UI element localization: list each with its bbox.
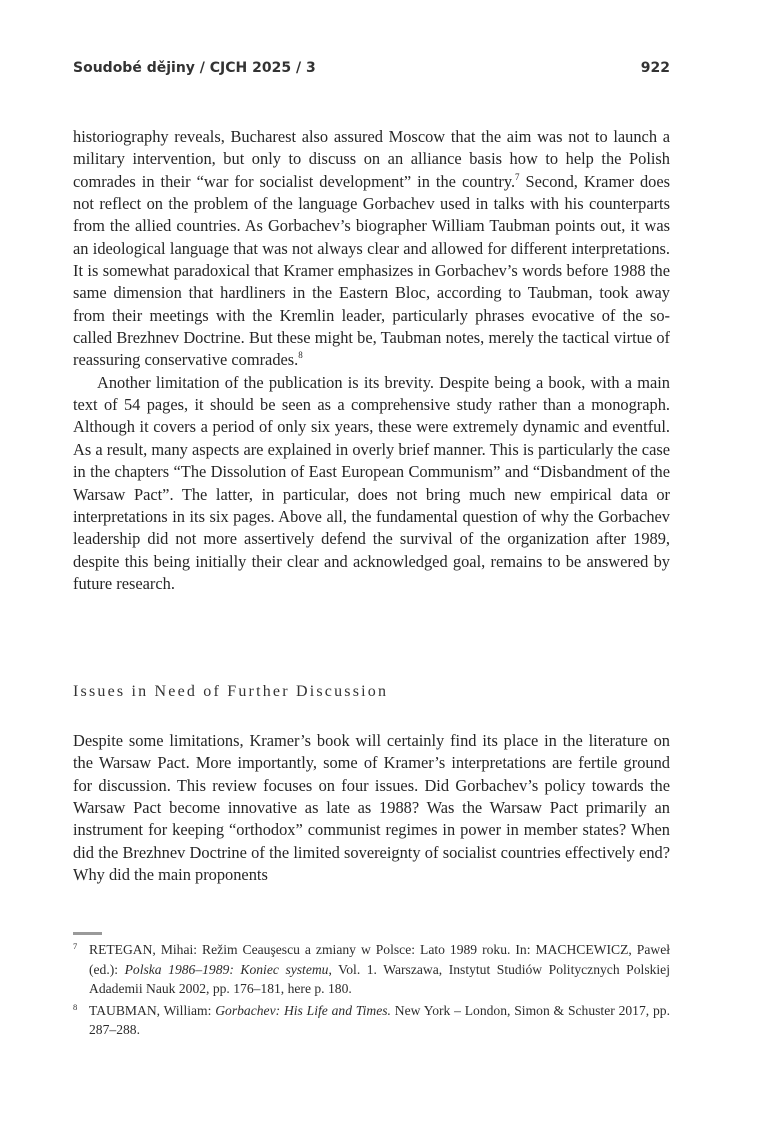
footnote-8	[73, 1001, 670, 1040]
discussion-text-block	[73, 730, 670, 886]
footnote-7	[73, 940, 670, 999]
footnote-ref-7[interactable]: 7	[515, 171, 520, 182]
footnote-title: Gorbachev: His Life and Times.	[215, 1002, 391, 1018]
section-heading: Issues in Need of Further Discussion	[73, 683, 389, 700]
paragraph-1-text: historiography reveals, Bucharest also assured Moscow that the aim was not to launch a military intervention, but only to discuss on an alliance basis how to help the Polish comrades in their “war for socialist development” in the country.	[73, 127, 670, 191]
footnote-text: TAUBMAN, William:	[89, 1002, 216, 1018]
paragraph-1	[73, 126, 670, 372]
footnote-text: RETEGAN, Mihai: Režim Ceauşescu a zmiany w Polsce: Lato 1989 roku. In: MACHCEWICZ, Paweł (ed.):	[89, 942, 670, 977]
main-text-block	[73, 126, 670, 595]
footnotes	[73, 940, 670, 1042]
page-number: 922	[640, 60, 670, 76]
journal-title: Soudobé dějiny / CJCH 2025 / 3	[73, 60, 316, 76]
footnote-title: Polska 1986–1989: Koniec systemu	[124, 961, 329, 977]
footnote-ref-8[interactable]: 8	[298, 350, 303, 361]
paragraph-1-text-continued: Second, Kramer does not reflect on the problem of the language Gorbachev used in talks with his counterparts from the allied countries. As Gorbachev’s biographer William Taubman points out, it was an ideological language that was not always clear and allowed for different interpretations. It is somewhat paradoxical that Kramer emphasizes in Gorbachev’s words before 1988 the same dimension that hardliners in the Eastern Bloc, according to Taubman, took away from their meetings with the Kremlin leader, particularly phrases evocative of the so-called Brezhnev Doctrine. But these might be, Taubman notes, merely the tactical virtue of reassuring conservative comrades.	[73, 171, 670, 370]
footnote-number: 8	[73, 1001, 78, 1012]
paragraph-2: Another limitation of the publication is its brevity. Despite being a book, with a main text of 54 pages, it should be seen as a comprehensive study rather than a monograph. Although it covers a period of only six years, these were extremely dynamic and eventful. As a result, many aspects are explained in overly brief manner. This is particularly the case in the chapters “The Dissolution of East European Communism” and “Disbandment of the Warsaw Pact”. The latter, in particular, does not bring much new empirical data or interpretations in its six pages. Above all, the fundamental question of why the Gorbachev leadership did not more assertively defend the survival of the organization after 1989, despite this being initially their clear and acknowledged goal, remains to be answered by future research.	[73, 372, 670, 593]
footnote-divider	[73, 932, 102, 935]
paragraph-3: Despite some limitations, Kramer’s book will certainly find its place in the literature on the Warsaw Pact. More importantly, some of Kramer’s interpretations are fertile ground for discussion. This review focuses on four issues. Did Gorbachev’s policy towards the Warsaw Pact become innovative as late as 1988? Was the Warsaw Pact primarily an instrument for keeping “orthodox” communist regimes in power in member states? When did the Brezhnev Doctrine of the limited sovereignty of socialist countries effectively end? Why did the main proponents	[73, 731, 670, 885]
footnote-text-end: , Vol. 1. Warszawa, Instytut Studiów Politycznych Polskiej Adademii Nauk 2002, pp. 176–181, here p. 180.	[89, 961, 670, 996]
footnote-number: 7	[73, 941, 78, 951]
footnote-text-end: New York – London, Simon & Schuster 2017, pp. 287–288.	[89, 1002, 670, 1037]
running-head	[73, 60, 670, 80]
